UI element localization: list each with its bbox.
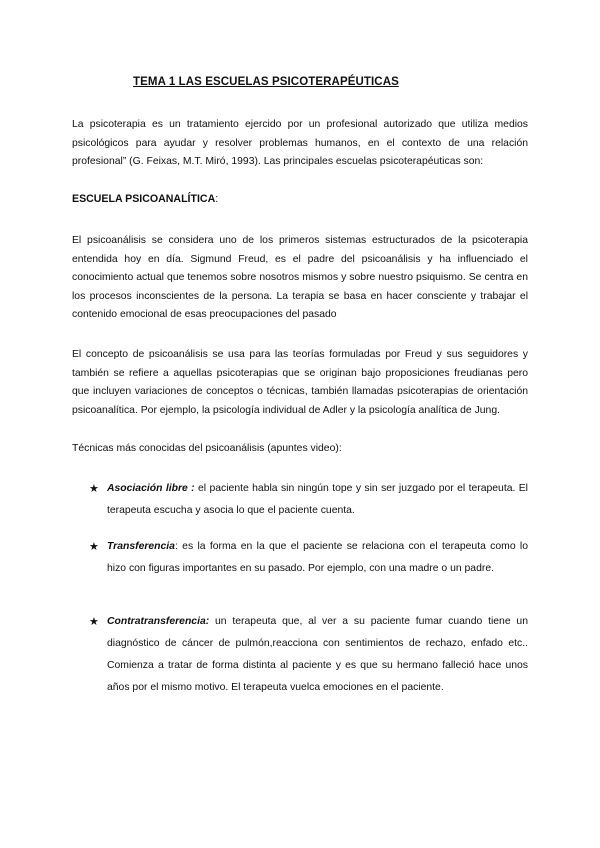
term-description: : es la forma en la que el paciente se relaciona con el terapeuta como lo hizo con figuras importantes en su pasado. Por ejemplo, con una madre o un padre. xyxy=(107,541,528,574)
term-label: Asociación libre : xyxy=(107,483,195,494)
section-heading xyxy=(72,193,218,205)
term-description: el paciente habla sin ningún tope y sin ser juzgado por el terapeuta. El terapeuta escucha y asocia lo que el paciente cuenta. xyxy=(107,483,528,516)
list-item-transferencia xyxy=(89,536,528,580)
star-bullet-icon: ★ xyxy=(89,483,99,495)
list-item-text xyxy=(107,536,528,580)
paragraph-psicoanalisis: El psicoanálisis se considera uno de los primeros sistemas estructurados de la psicoterapia entendida hoy en día. Sigmund Freud, es el padre del psicoanálisis y ha influenciado el conocimiento actual que tenemos sobre nosotros mismos y sobre nuestro psiquismo. Se centra en los procesos inconscientes de la persona. La terapia se basa en hacer consciente y trabajar el contenido emocional de esas preocupaciones del pasado xyxy=(72,235,528,321)
star-bullet-icon: ★ xyxy=(89,541,99,553)
term-label: Transferencia xyxy=(107,541,175,552)
document-title: TEMA 1 LAS ESCUELAS PSICOTERAPÉUTICAS xyxy=(133,76,399,88)
list-item-asociacion-libre xyxy=(89,478,528,522)
techniques-intro: Técnicas más conocidas del psicoanálisis (apuntes video): xyxy=(72,443,342,454)
list-item-text xyxy=(107,478,528,522)
list-item-contratransferencia xyxy=(89,611,528,699)
list-item-text xyxy=(107,611,528,699)
term-description: un terapeuta que, al ver a su paciente fumar cuando tiene un diagnóstico de cáncer de pulmón,reacciona con sentimientos de rechazo, enfado etc.. Comienza a tratar de forma distinta al paciente y es que su hermano falleció hace unos años por el mismo motivo. El terapeuta vuelca emociones en el paciente. xyxy=(107,616,528,693)
intro-paragraph: La psicoterapia es un tratamiento ejercido por un profesional autorizado que utiliza medios psicológicos para ayudar y resolver problemas humanos, en el contexto de una relación profesional” (G. Feixas, M.T. Miró, 1993). Las principales escuelas psicoterapéuticas son: xyxy=(72,119,528,168)
paragraph-concepto: El concepto de psicoanálisis se usa para las teorías formuladas por Freud y sus seguidores y también se refiere a aquellas psicoterapias que se originan bajo proposiciones freudianas pero que incluyen variaciones de conceptos o técnicas, también llamadas psicoterapias de orientación psicoanalítica. Por ejemplo, la psicología individual de Adler y la psicología analítica de Jung. xyxy=(72,349,528,416)
section-heading-colon: : xyxy=(215,193,219,205)
star-bullet-icon: ★ xyxy=(89,616,99,628)
term-label: Contratransferencia: xyxy=(107,616,210,627)
section-heading-text: ESCUELA PSICOANALÍTICA xyxy=(72,193,216,205)
